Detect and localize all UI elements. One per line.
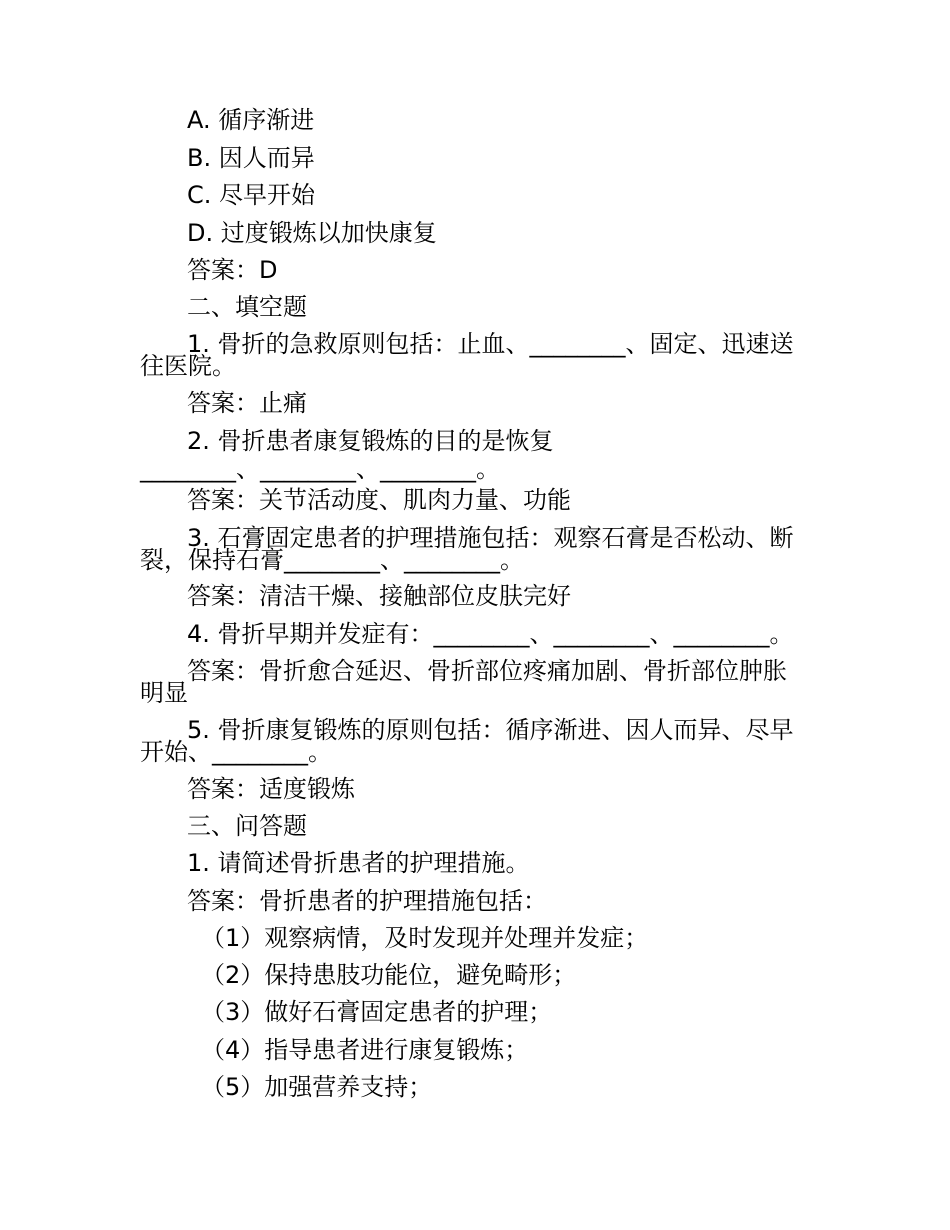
question-3-line1: 3. 石膏固定患者的护理措施包括：观察石膏是否松动、断: [187, 524, 794, 552]
section-heading-qa: 三、问答题: [187, 812, 307, 840]
question-2-line2: ________、________、________。: [140, 455, 500, 483]
qa-question-1: 1. 请简述骨折患者的护理措施。: [187, 849, 530, 877]
answer-5: 答案：适度锻炼: [187, 775, 355, 803]
qa-answer-item-5: （5）加强营养支持；: [201, 1073, 433, 1101]
question-3-line2: 裂，保持石膏________、________。: [140, 546, 524, 574]
answer-1: 答案：止痛: [187, 389, 307, 417]
question-1-line1: 1. 骨折的急救原则包括：止血、________、固定、迅速送: [187, 330, 794, 358]
qa-answer-item-1: （1）观察病情，及时发现并处理并发症；: [201, 924, 649, 952]
option-c: C. 尽早开始: [187, 181, 316, 209]
option-a: A. 循序渐进: [187, 106, 315, 134]
answer-2: 答案：关节活动度、肌肉力量、功能: [187, 486, 571, 514]
section-heading-fill-blank: 二、填空题: [187, 293, 307, 321]
qa-answer-item-3: （3）做好石膏固定患者的护理；: [201, 998, 553, 1026]
question-5-line1: 5. 骨折康复锻炼的原则包括：循序渐进、因人而异、尽早: [187, 716, 794, 744]
question-5-line2: 开始、________。: [140, 738, 332, 766]
question-2-line1: 2. 骨折患者康复锻炼的目的是恢复: [187, 427, 554, 455]
answer-3: 答案：清洁干燥、接触部位皮肤完好: [187, 582, 571, 610]
qa-answer-item-4: （4）指导患者进行康复锻炼；: [201, 1036, 529, 1064]
question-1-line2: 往医院。: [140, 352, 236, 380]
answer-4-line1: 答案：骨折愈合延迟、骨折部位疼痛加剧、骨折部位肿胀: [187, 657, 787, 685]
option-b: B. 因人而异: [187, 144, 315, 172]
answer-4-line2: 明显: [140, 679, 188, 707]
option-d: D. 过度锻炼以加快康复: [187, 219, 437, 247]
question-4: 4. 骨折早期并发症有：________、________、________。: [187, 620, 794, 648]
answer-mc: 答案：D: [187, 256, 278, 284]
qa-answer-intro: 答案：骨折患者的护理措施包括：: [187, 887, 547, 915]
qa-answer-item-2: （2）保持患肢功能位，避免畸形；: [201, 961, 577, 989]
